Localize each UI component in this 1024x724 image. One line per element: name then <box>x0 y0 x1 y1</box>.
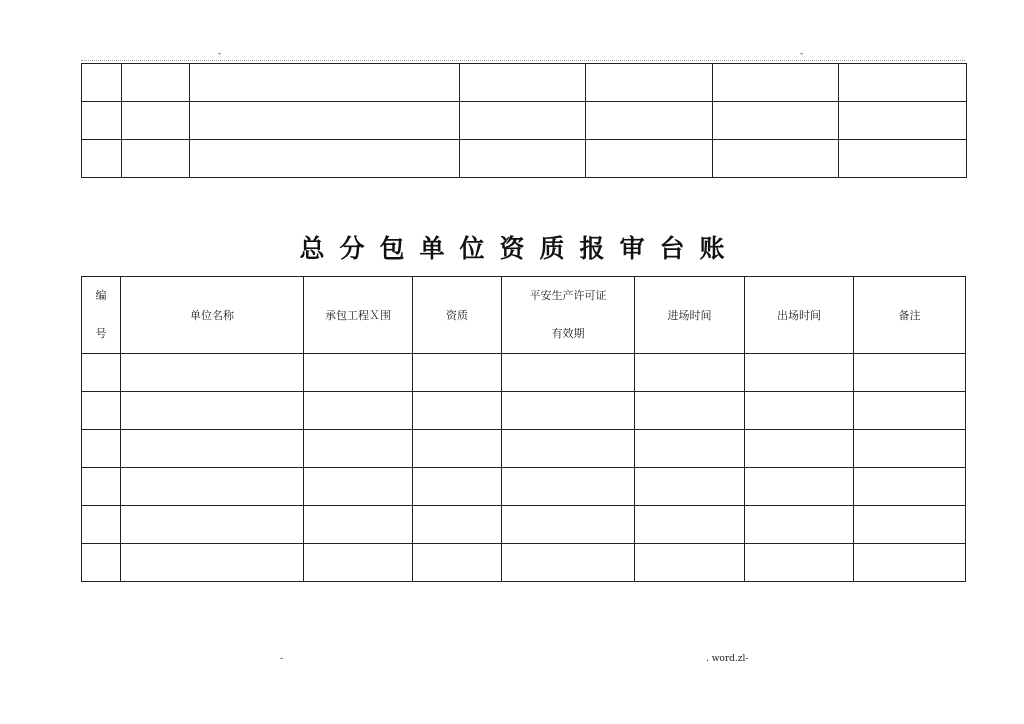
table-cell <box>121 544 304 582</box>
table-cell <box>635 468 745 506</box>
header-safety-permit-line2: 有效期 <box>551 327 585 340</box>
continued-table-row <box>82 102 967 140</box>
header-rule <box>81 60 965 61</box>
table-cell <box>190 140 460 178</box>
table-cell <box>586 64 713 102</box>
table-cell <box>82 354 121 392</box>
ledger-row <box>82 468 966 506</box>
table-cell <box>121 354 304 392</box>
header-unit-name: 单位名称 <box>121 277 304 354</box>
table-cell <box>713 140 839 178</box>
table-cell <box>713 64 839 102</box>
ledger-row <box>82 544 966 582</box>
header-number-line1: 编 <box>95 289 107 302</box>
table-cell <box>82 430 121 468</box>
table-cell <box>190 64 460 102</box>
table-cell <box>635 544 745 582</box>
header-scope: 承包工程Ｘ围 <box>304 277 413 354</box>
continued-table <box>81 63 967 178</box>
table-cell <box>502 506 635 544</box>
table-cell <box>82 64 122 102</box>
table-cell <box>82 392 121 430</box>
table-cell <box>635 354 745 392</box>
table-cell <box>502 544 635 582</box>
table-cell <box>502 354 635 392</box>
header-qualification: 资质 <box>413 277 502 354</box>
table-cell <box>413 544 502 582</box>
table-cell <box>502 430 635 468</box>
header-safety-permit-line1: 平安生产许可证 <box>529 289 607 302</box>
table-cell <box>82 544 121 582</box>
table-cell <box>82 102 122 140</box>
table-cell <box>413 354 502 392</box>
table-cell <box>745 544 854 582</box>
table-cell <box>839 102 967 140</box>
table-cell <box>304 430 413 468</box>
ledger-table <box>81 276 966 582</box>
table-cell <box>304 392 413 430</box>
ledger-row <box>82 392 966 430</box>
table-cell <box>413 430 502 468</box>
table-cell <box>839 64 967 102</box>
table-cell <box>745 468 854 506</box>
table-cell <box>854 468 966 506</box>
table-cell <box>460 102 586 140</box>
table-cell <box>854 430 966 468</box>
table-cell <box>304 468 413 506</box>
table-cell <box>121 468 304 506</box>
ledger-header-row <box>82 277 966 354</box>
ledger-row <box>82 430 966 468</box>
table-cell <box>122 102 190 140</box>
header-left-mark: - <box>218 49 222 59</box>
table-cell <box>82 506 121 544</box>
header-remarks: 备注 <box>854 277 966 354</box>
table-cell <box>854 506 966 544</box>
table-cell <box>122 64 190 102</box>
table-cell <box>586 140 713 178</box>
header-number-line2: 号 <box>95 327 107 340</box>
header-exit-time: 出场时间 <box>745 277 854 354</box>
table-cell <box>745 354 854 392</box>
footer-right-mark: . word.zl- <box>706 654 749 664</box>
table-cell <box>304 506 413 544</box>
table-cell <box>121 392 304 430</box>
table-cell <box>460 64 586 102</box>
table-cell <box>745 430 854 468</box>
ledger-row <box>82 506 966 544</box>
table-cell <box>635 392 745 430</box>
table-cell <box>460 140 586 178</box>
table-cell <box>635 430 745 468</box>
table-cell <box>586 102 713 140</box>
table-cell <box>502 468 635 506</box>
table-cell <box>413 392 502 430</box>
table-cell <box>854 354 966 392</box>
table-cell <box>121 430 304 468</box>
table-cell <box>82 140 122 178</box>
table-cell <box>839 140 967 178</box>
ledger-table-body <box>82 354 966 582</box>
table-cell <box>635 506 745 544</box>
header-entry-time: 进场时间 <box>635 277 745 354</box>
page-title: 总分包单位资质报审台账 <box>299 234 740 263</box>
header-safety-permit <box>502 277 635 354</box>
table-cell <box>854 544 966 582</box>
table-cell <box>122 140 190 178</box>
table-cell <box>745 506 854 544</box>
footer-left-mark: - <box>280 654 284 664</box>
table-cell <box>854 392 966 430</box>
table-cell <box>304 354 413 392</box>
header-number <box>82 277 121 354</box>
table-cell <box>304 544 413 582</box>
table-cell <box>413 506 502 544</box>
ledger-row <box>82 354 966 392</box>
header-right-mark: - <box>800 49 804 59</box>
table-cell <box>745 392 854 430</box>
table-cell <box>82 468 121 506</box>
table-cell <box>413 468 502 506</box>
table-cell <box>190 102 460 140</box>
continued-table-row <box>82 140 967 178</box>
table-cell <box>121 506 304 544</box>
continued-table-body <box>82 64 967 178</box>
continued-table-row <box>82 64 967 102</box>
table-cell <box>713 102 839 140</box>
table-cell <box>502 392 635 430</box>
